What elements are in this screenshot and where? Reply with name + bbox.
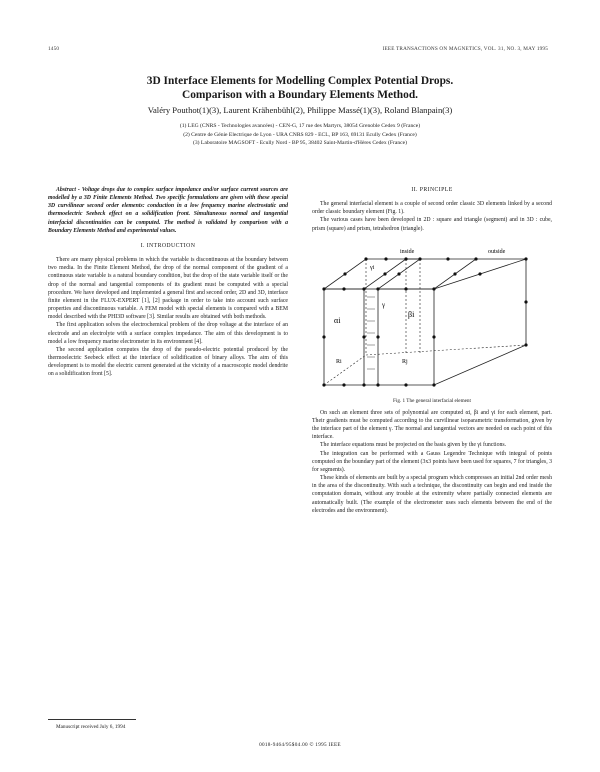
abstract: Abstract - Voltage drops due to complex surface impedance and/or surface current sources are modelled by a 3D Finite Elements Method. Two specific formulations are given with these special 3D curvilinear second order elements: conduction in a low frequency marine electrostatic and thermoelectric Seebeck effect on a solidification front. Simultaneous normal and tangential interfacial discontinuities can be computed. The method is validated by comparison with a Boundary Elements Method and experimental values. <box>48 187 288 234</box>
left-column <box>48 186 288 378</box>
principle-paragraph: The various cases have been developed in 2D : square and triangle (segment) and in 3D : cube, prism (square) and prism, tetrahedron (triangle). <box>312 217 552 232</box>
figure-1 <box>312 237 552 409</box>
title-line-2: Comparison with a Boundary Elements Method. <box>181 89 419 101</box>
node-markers <box>322 257 527 386</box>
section-heading-principle: II. PRINCIPLE <box>411 187 453 193</box>
label-rj: Rj <box>402 358 408 365</box>
intro-paragraph: The second application computes the drop of the pseudo-electric potential produced by the thermoelectric Seebeck effect at the interface of solidification of binary alloys. The aim of this development is to model the electric current generated at the vicinity of a macroscopic model dendrite on a solidification front [5]. <box>48 346 288 378</box>
label-gamma-i: γi <box>370 264 375 271</box>
intro-paragraph: There are many physical problems in which the variable is discontinuous at the boundary between two media. In the Finite Element Method, the drop of the normal component of the gradient of a continuous state variable is a natural boundary condition, but the drop of the state variable itself or the drop of the normal and tangential components of its gradient must be computed with a special procedure. We have developed and implemented a general first and second order, 2D and 3D, interface finite element in the FLUX-EXPERT [1], [2] package in order to take into account such surface properties and discontinuous variable. A FEM model with special elements is compared with a BEM model described with the PHI3D software [3]. Similar results are obtained with both methods. <box>48 257 288 321</box>
top-face-right <box>378 259 476 289</box>
label-inside: inside <box>400 248 415 255</box>
principle-paragraph: The interface equations must be projected on the basis given by the γi functions. <box>320 442 507 449</box>
label-alpha-i: αi <box>334 315 341 325</box>
footnote: Manuscript received July 6, 1994 <box>56 724 126 730</box>
principle-paragraph: The general interfacial element is a couple of second order classic 3D elements linked by a second order classic boundary element (Fig. 1). <box>312 201 552 216</box>
paper-title <box>0 74 600 102</box>
label-beta-i: βi <box>408 309 415 319</box>
footnote-rule <box>48 719 136 720</box>
interface-hatch <box>367 297 375 369</box>
title-line-1: 3D Interface Elements for Modelling Complex Potential Drops. <box>146 75 454 87</box>
figure-caption: Fig. 1 The general interfacial element <box>393 397 471 404</box>
affiliation-1: (1) LEG (CNRS - Technologies avancées) - CEN-G, 17 rue des Martyrs, 38054 Grenoble Cedex 9 (France) <box>179 123 421 129</box>
principle-paragraph: The integration can be performed with a Gauss Legendre Technique with integral of points computed on the boundary part of the element (3x3 points have been used for squares, 7 for triangles, 3 for segments). <box>312 450 552 473</box>
right-column <box>312 186 552 515</box>
journal-header: IEEE TRANSACTIONS ON MAGNETICS, VOL. 31, NO. 3, MAY 1995 <box>382 46 548 52</box>
intro-paragraph: The first application solves the electrochemical problem of the drop voltage at the interface of an electrode and an electrolyte with a surface complex impedance. The aim of this development is to model a low frequency marine electrometer in its environment [4]. <box>48 322 288 345</box>
affiliations <box>0 122 600 148</box>
affiliation-3: (3) Laboratoire MAGSOFT - Ecully Nord - BP 95, 38402 Saint-Martin-d'Hères Cedex (France) <box>193 140 407 147</box>
principle-paragraph: These kinds of elements are built by a special program which compresses an initial 2nd order mesh in the area of the discontinuity. With such a technique, the discontinuity can begin and end inside the computation domain, without any trouble at the extremity where partially connected elements are automatically built. (The example of the electrometer uses such elements between the end of the electrodes and the environment). <box>312 475 552 514</box>
label-ri: Ri <box>336 358 342 365</box>
top-face-left <box>324 259 406 289</box>
affiliation-2: (2) Centre de Génie Electrique de Lyon - URA CNRS 829 - ECL, BP 163, 69131 Ecully Cedex (France) <box>183 131 417 138</box>
principle-paragraph: On such an element three sets of polynomial are computed αi, βi and γi for each element, part. Their gradients must be computed according to the curvilinear isoparametric transformation, given by the interface part of the element γ. The normal and tangential vectors are needed on each point of this interface. <box>312 409 552 441</box>
interface-element-diagram <box>312 237 552 397</box>
author-list: Valéry Pouthot(1)(3), Laurent Krähenbühl(2), Philippe Massé(1)(3), Roland Blanpain(3) <box>147 105 453 115</box>
label-gamma: γ <box>382 300 386 309</box>
copyright-footer: 0018-9464/95$04.00 © 1995 IEEE <box>259 742 341 748</box>
section-heading-introduction: I. INTRODUCTION <box>140 242 196 249</box>
label-outside: outside <box>488 248 506 255</box>
page-number: 1450 <box>48 46 60 52</box>
